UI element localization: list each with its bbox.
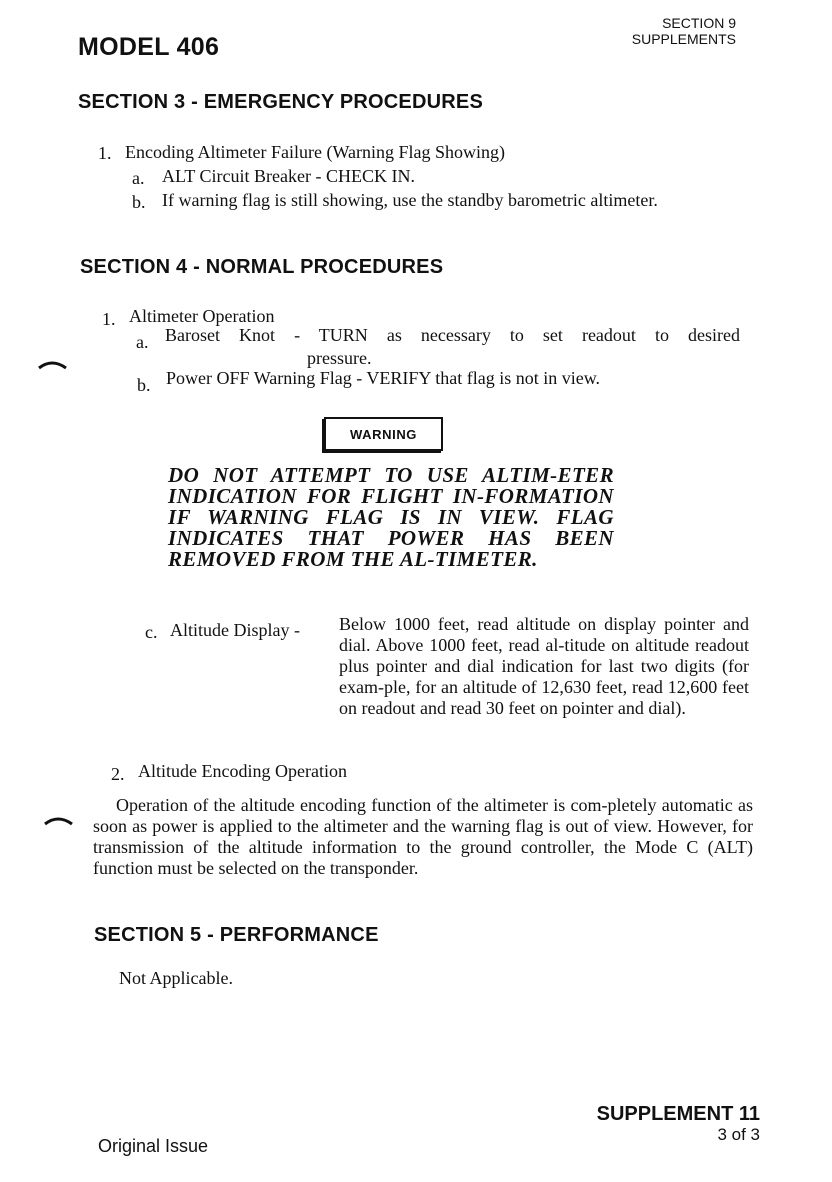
s4-item-1a-line1: Baroset Knot - TURN as necessary to set readout to desired <box>165 325 740 345</box>
footer-right <box>597 1103 760 1145</box>
s5-text: Not Applicable. <box>119 968 233 988</box>
s3-item-1a-text: ALT Circuit Breaker - CHECK IN. <box>162 166 415 186</box>
s4-item-2-number: 2. <box>111 764 125 784</box>
section-4-heading: SECTION 4 - NORMAL PROCEDURES <box>80 256 444 278</box>
s4-item-2-paragraph: Operation of the altitude encoding function of the altimeter is com-pletely automatic as soon as power is applied to the altimeter and the warning flag is out of view. However, for transmission of the altitude information to the ground controller, the Mode C (ALT) function must be selected on the transponder. <box>93 795 753 878</box>
section-number: SECTION 9 <box>662 15 736 31</box>
s4-item-1-number: 1. <box>102 309 116 329</box>
s4-item-1c-term: Altitude Display - <box>170 620 300 640</box>
section-3-heading: SECTION 3 - EMERGENCY PROCEDURES <box>78 91 483 113</box>
section-header <box>632 15 736 47</box>
model-title: MODEL 406 <box>78 33 220 61</box>
section-5-heading: SECTION 5 - PERFORMANCE <box>94 924 379 946</box>
supplement-number: SUPPLEMENT 11 <box>596 1103 760 1125</box>
issue-label: Original Issue <box>98 1136 209 1156</box>
s4-item-2-text: Altitude Encoding Operation <box>138 761 347 781</box>
s3-item-1a-label: a. <box>132 168 145 188</box>
s4-item-1a-label: a. <box>136 332 149 352</box>
page-number: 3 of 3 <box>717 1125 760 1144</box>
change-bar-mark <box>44 812 74 826</box>
change-bar-mark <box>38 356 68 370</box>
s3-item-1-number: 1. <box>98 143 112 163</box>
s3-item-1b-text: If warning flag is still showing, use the standby barometric altimeter. <box>162 190 658 210</box>
section-name: SUPPLEMENTS <box>631 31 736 47</box>
s4-item-1b-label: b. <box>137 375 151 395</box>
warning-label-box: WARNING <box>324 417 443 451</box>
s4-item-1a-line2: pressure. <box>307 348 372 368</box>
s4-item-1c-text: Below 1000 feet, read altitude on display pointer and dial. Above 1000 feet, read al-titude on altitude readout plus pointer and dial indication for last two digits (for exam-ple, for an altitude of 12,630 feet, read 12,600 feet on readout and read 30 feet on pointer and dial). <box>339 614 749 718</box>
s3-item-1-text: Encoding Altimeter Failure (Warning Flag Showing) <box>125 142 505 162</box>
s4-item-1-text: Altimeter Operation <box>129 306 275 326</box>
warning-text: DO NOT ATTEMPT TO USE ALTIM-ETER INDICATION FOR FLIGHT IN-FORMATION IF WARNING FLAG IS IN VIEW. FLAG INDICATES THAT POWER HAS BEEN REMOVED FROM THE AL-TIMETER. <box>168 463 614 571</box>
s4-item-1c-label: c. <box>145 622 158 642</box>
s4-item-1b-text: Power OFF Warning Flag - VERIFY that flag is not in view. <box>166 368 601 388</box>
s3-item-1b-label: b. <box>132 192 146 212</box>
